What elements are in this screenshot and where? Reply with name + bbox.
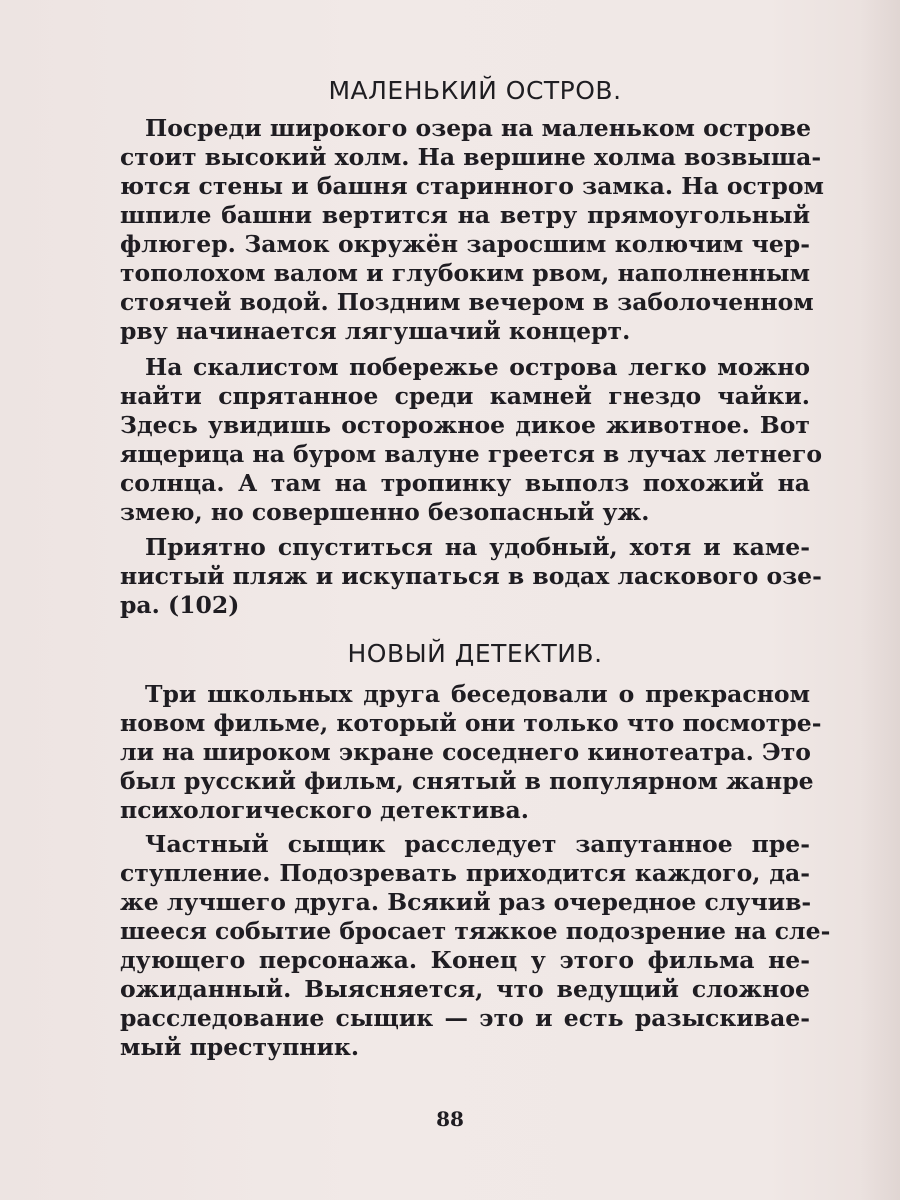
text-line: расследование сыщик — это и есть разыскивае- bbox=[120, 1004, 810, 1032]
text-line: На скалистом побережье острова легко можно bbox=[145, 353, 810, 381]
text-line: Здесь увидишь осторожное дикое животное. Вот bbox=[120, 411, 810, 439]
page-edge-shadow bbox=[860, 0, 900, 1200]
text-line: новом фильме, который они только что посмотре- bbox=[120, 709, 822, 737]
text-line: ра. (102) bbox=[120, 591, 240, 619]
text-line: флюгер. Замок окружён заросшим колючим чер- bbox=[120, 230, 810, 258]
text-line: дующего персонажа. Конец у этого фильма не- bbox=[120, 946, 810, 974]
text-line: змею, но совершенно безопасный уж. bbox=[120, 498, 650, 526]
text-line: ящерица на буром валуне греется в лучах летнего bbox=[120, 440, 823, 468]
text-line: ли на широком экране соседнего кинотеатра. Это bbox=[120, 738, 811, 766]
text-line: мый преступник. bbox=[120, 1033, 360, 1061]
text-line: найти спрятанное среди камней гнездо чайки. bbox=[120, 382, 810, 410]
section-title-new-detective: НОВЫЙ ДЕТЕКТИВ. bbox=[347, 639, 603, 668]
text-line: шпиле башни вертится на ветру прямоугольный bbox=[120, 201, 810, 229]
text-line: психологического детектива. bbox=[120, 796, 529, 824]
text-line: был русский фильм, снятый в популярном жанре bbox=[120, 767, 814, 795]
text-line: солнца. А там на тропинку выполз похожий на bbox=[120, 469, 810, 497]
page-number: 88 bbox=[436, 1107, 464, 1131]
text-line: же лучшего друга. Всякий раз очередное случив- bbox=[120, 888, 812, 916]
text-line: стоячей водой. Поздним вечером в заболоченном bbox=[120, 288, 814, 316]
text-line: Приятно спуститься на удобный, хотя и каме- bbox=[145, 533, 810, 561]
text-line: стоит высокий холм. На вершине холма возвыша- bbox=[120, 143, 822, 171]
text-line: Три школьных друга беседовали о прекрасном bbox=[145, 680, 810, 708]
text-line: Посреди широкого озера на маленьком острове bbox=[145, 114, 812, 142]
text-line: ожиданный. Выясняется, что ведущий сложное bbox=[120, 975, 810, 1003]
text-line: нистый пляж и искупаться в водах ласкового озе- bbox=[120, 562, 822, 590]
text-line: тополохом валом и глубоким рвом, наполненным bbox=[120, 259, 810, 287]
text-line: Частный сыщик расследует запутанное пре- bbox=[145, 830, 810, 858]
text-line: ступление. Подозревать приходится каждого, да- bbox=[120, 859, 810, 887]
text-line: ются стены и башня старинного замка. На остром bbox=[120, 172, 824, 200]
section-title-small-island: МАЛЕНЬКИЙ ОСТРОВ. bbox=[328, 76, 622, 105]
text-line: шееся событие бросает тяжкое подозрение на сле- bbox=[120, 917, 831, 945]
text-line: рву начинается лягушачий концерт. bbox=[120, 317, 631, 345]
